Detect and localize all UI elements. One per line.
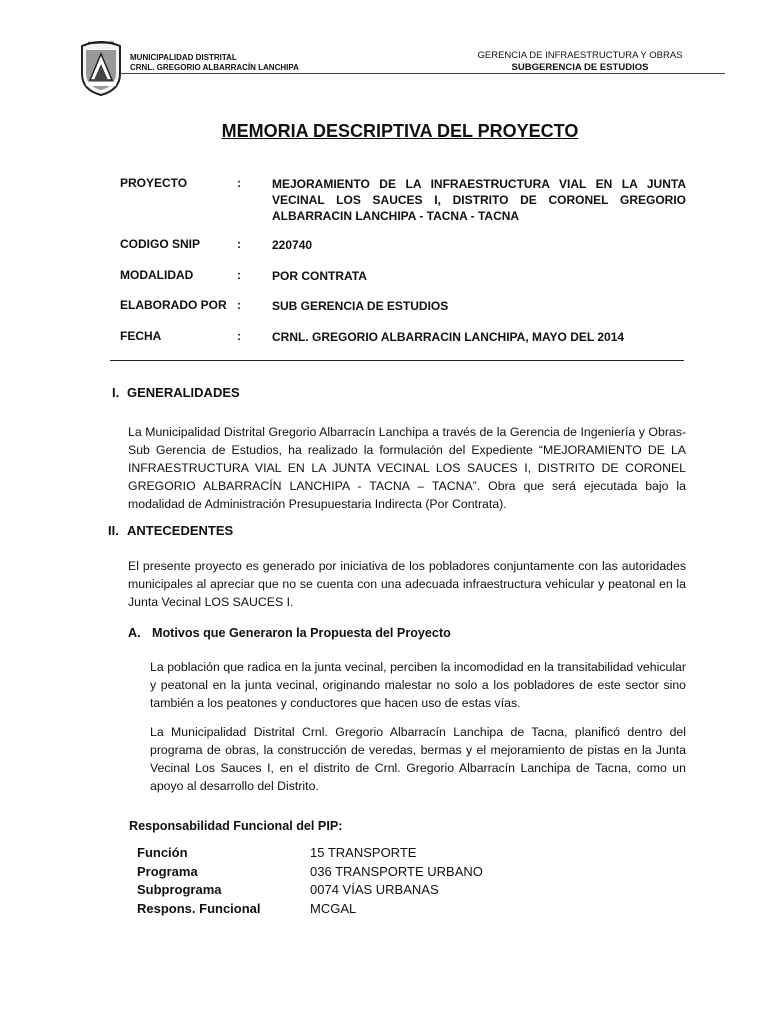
- section-number-2: II.: [108, 523, 119, 538]
- resp-row-programa: [137, 864, 537, 882]
- info-key: ELABORADO POR: [120, 298, 227, 312]
- resp-row-funcion: [137, 845, 537, 863]
- header-municipality: [130, 53, 299, 73]
- resp-value: 036 TRANSPORTE URBANO: [310, 864, 483, 879]
- subsection-letter-a: A.: [128, 626, 141, 640]
- info-key: MODALIDAD: [120, 268, 194, 282]
- resp-value: 15 TRANSPORTE: [310, 845, 417, 860]
- resp-row-subprograma: [137, 882, 537, 900]
- info-colon: :: [237, 329, 241, 343]
- info-colon: :: [237, 268, 241, 282]
- paragraph-generalidades: La Municipalidad Distrital Gregorio Albarracín Lanchipa a través de la Gerencia de Ingeniería y Obras-Sub Gerencia de Estudios, ha realizado la formulación del Expediente “MEJORAMIENTO DE LA INFRAESTRUCTURA VIAL EN LA JUNTA VECINAL LOS SAUCES I, DISTRITO DE CORONEL GREGORIO ALBARRACÍN LANCHIPA - TACNA – TACNA”. Obra que será ejecutada bajo la modalidad de Administración Presupuestaria Indirecta (Por Contrata).: [128, 425, 686, 511]
- header-left-line2: CRNL. GREGORIO ALBARRACÍN LANCHIPA: [130, 63, 299, 72]
- resp-key: Subprograma: [137, 882, 222, 897]
- header-department: [440, 50, 720, 74]
- info-colon: :: [237, 298, 241, 312]
- info-value: POR CONTRATA: [272, 269, 367, 283]
- document-title: MEMORIA DESCRIPTIVA DEL PROYECTO: [221, 121, 579, 141]
- section-title-antecedentes: ANTECEDENTES: [127, 523, 234, 538]
- info-key: PROYECTO: [120, 176, 188, 190]
- header-divider: [120, 73, 725, 74]
- paragraph-antecedentes: El presente proyecto es generado por iniciativa de los pobladores conjuntamente con las autoridades municipales al apreciar que no se cuenta con una adecuada infraestructura vehicular y peatonal en la Junta Vecinal LOS SAUCES I.: [128, 559, 686, 609]
- info-row-codigo-snip: [120, 237, 686, 253]
- section-title-generalidades: GENERALIDADES: [127, 385, 240, 400]
- info-colon: :: [237, 176, 241, 190]
- resp-value: MCGAL: [310, 901, 357, 916]
- info-key: FECHA: [120, 329, 162, 343]
- resp-key: Programa: [137, 864, 198, 879]
- info-value: SUB GERENCIA DE ESTUDIOS: [272, 299, 449, 313]
- resp-value: 0074 VÍAS URBANAS: [310, 882, 439, 897]
- info-value: 220740: [272, 238, 313, 252]
- resp-row-respons-funcional: [137, 901, 537, 919]
- resp-key: Respons. Funcional: [137, 901, 261, 916]
- info-divider: [110, 360, 684, 361]
- info-value: MEJORAMIENTO DE LA INFRAESTRUCTURA VIAL EN LA JUNTA VECINAL LOS SAUCES I, DISTRITO DE CORONEL GREGORIO ALBARRACIN LANCHIPA - TACNA - TACNA: [272, 177, 686, 223]
- subsection-title-motivos: Motivos que Generaron la Propuesta del Proyecto: [152, 626, 451, 640]
- section-number-1: I.: [112, 385, 120, 400]
- info-row-elaborado-por: [120, 298, 686, 314]
- info-row-proyecto: [120, 176, 686, 226]
- header-right-line2: SUBGERENCIA DE ESTUDIOS: [511, 62, 649, 73]
- paragraph-motivos-1: La población que radica en la junta vecinal, perciben la incomodidad en la transitabilidad vehicular y peatonal en la junta vecinal, originando malestar no solo a los pobladores de este sector sino también a los peatones y conductores que hacen uso de estas vías.: [150, 660, 686, 710]
- municipal-logo: [78, 40, 124, 96]
- header-right-line1: GERENCIA DE INFRAESTRUCTURA Y OBRAS: [477, 50, 683, 61]
- info-key: CODIGO SNIP: [120, 237, 201, 251]
- header-left-line1: MUNICIPALIDAD DISTRITAL: [130, 53, 237, 62]
- info-colon: :: [237, 237, 241, 251]
- paragraph-motivos-2: La Municipalidad Distrital Crnl. Gregorio Albarracín Lanchipa de Tacna, planificó dentro del programa de obras, la construcción de veredas, bermas y el mejoramiento de pistas en la Junta Vecinal Los Sauces I, en el distrito de Crnl. Gregorio Albarracín Lanchipa de Tacna, como un apoyo al desarrollo del Distrito.: [150, 725, 686, 793]
- info-row-fecha: [120, 329, 686, 345]
- info-value: CRNL. GREGORIO ALBARRACIN LANCHIPA, MAYO DEL 2014: [272, 330, 625, 344]
- resp-key: Función: [137, 845, 188, 860]
- responsabilidad-title: Responsabilidad Funcional del PIP:: [129, 819, 343, 833]
- info-row-modalidad: [120, 268, 686, 284]
- logo-lettering: ALBARRACÍN: [87, 40, 115, 45]
